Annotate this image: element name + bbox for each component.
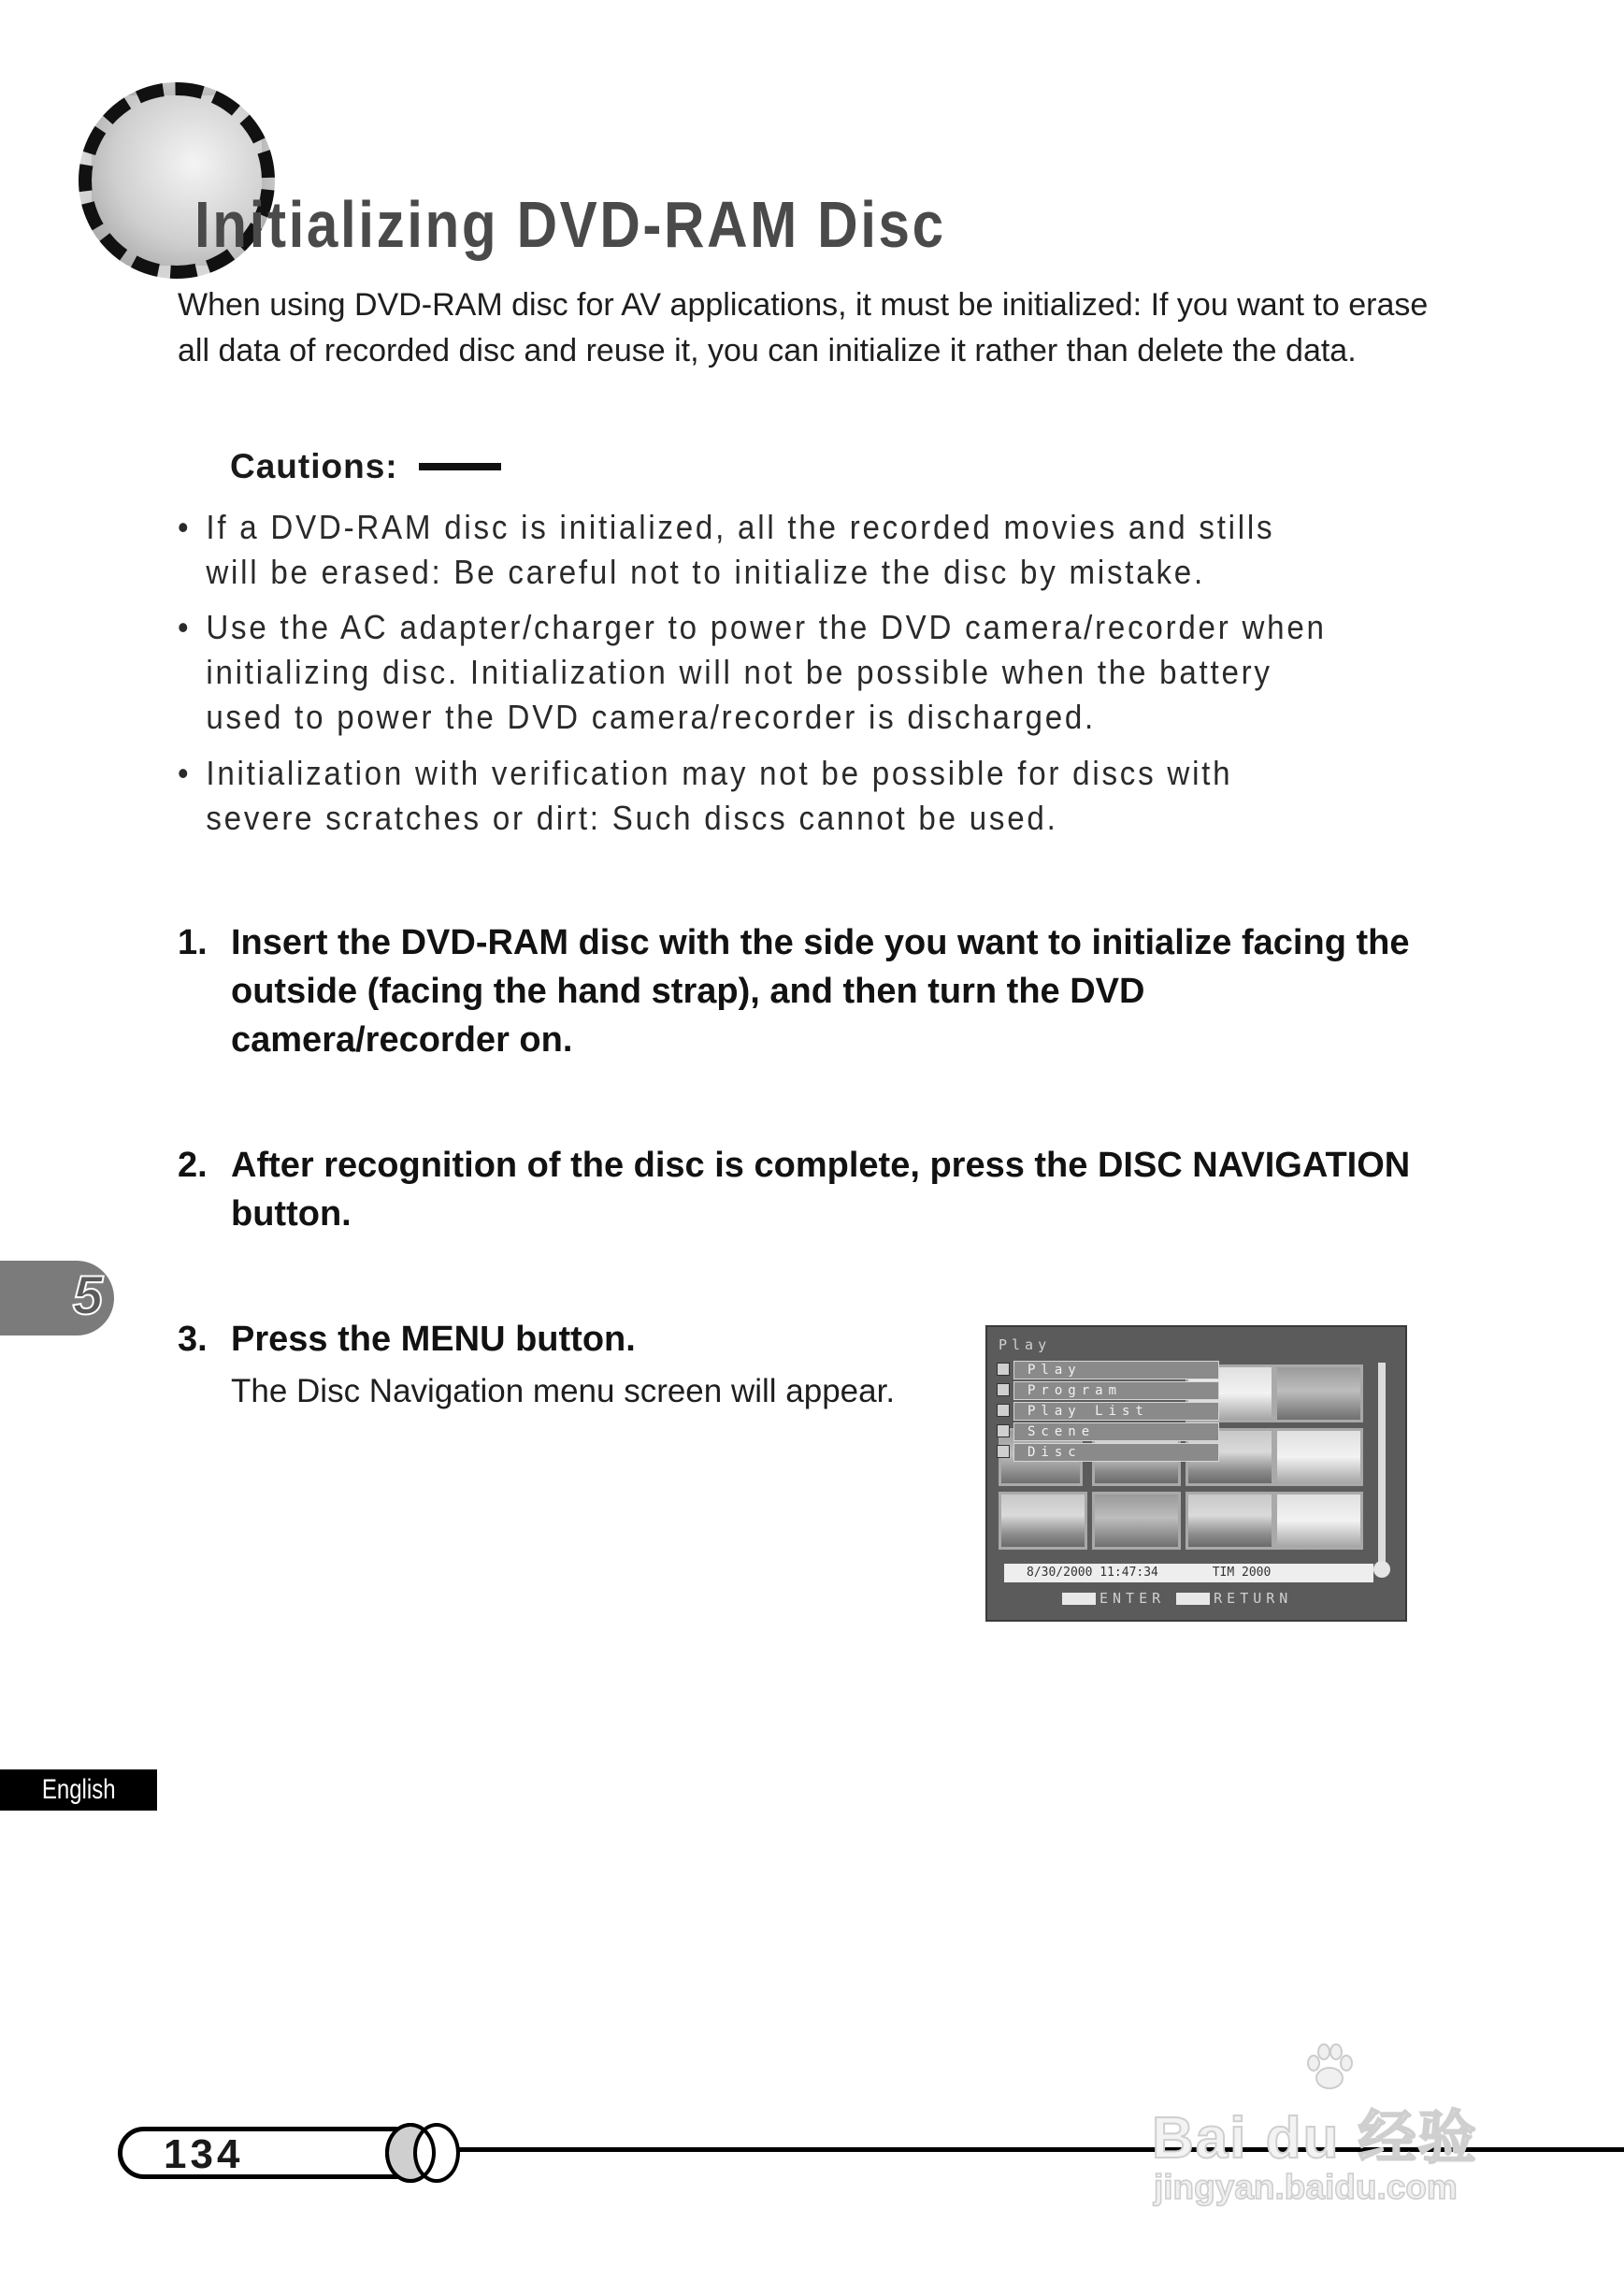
step-3 <box>178 1315 926 1364</box>
caution-item <box>178 505 1334 595</box>
step-3-description: The Disc Navigation menu screen will appear. <box>231 1373 896 1409</box>
caution-text: Use the AC adapter/charger to power the DVD camera/recorder when initializing disc. Initialization will not be possible when the battery used to power the DVD camera/recorder is discharged. <box>206 608 1327 736</box>
play-icon <box>997 1363 1010 1376</box>
menu-item-play-list[interactable]: Play List <box>1013 1402 1219 1421</box>
enter-hint <box>1062 1590 1165 1607</box>
bullet-icon: • <box>178 754 192 792</box>
paw-icon <box>1301 2039 1358 2095</box>
disc-icon <box>997 1445 1010 1458</box>
status-date: 8/30/2000 11:47:34 <box>1027 1566 1158 1580</box>
return-hint <box>1176 1590 1292 1607</box>
screen-header: Play <box>999 1336 1052 1353</box>
step-1 <box>178 918 1412 1064</box>
intro-paragraph: When using DVD-RAM disc for AV applications, it must be initialized: If you want to erase all data of recorded disc and reuse it, you can initialize it rather than delete the data. <box>178 287 1429 368</box>
thumbnail <box>1274 1492 1363 1550</box>
watermark <box>1152 2039 1545 2216</box>
enter-label: ENTER <box>1099 1590 1166 1607</box>
caution-item <box>178 605 1334 740</box>
thumbnail <box>1274 1364 1363 1422</box>
bullet-icon: • <box>178 608 192 646</box>
thumbnail <box>1186 1492 1274 1550</box>
page-title: Initializing DVD-RAM Disc <box>194 188 946 261</box>
status-count: TIM 2000 <box>1212 1566 1272 1580</box>
watermark-brand: Bai du 经验 <box>1152 2106 1478 2171</box>
screen-status-bar <box>1004 1564 1373 1582</box>
step-number: 3. <box>178 1320 208 1359</box>
page-circle-outline-icon <box>385 2123 436 2183</box>
caution-item <box>178 751 1334 841</box>
enter-button-icon <box>1062 1593 1096 1605</box>
screen-scrollbar[interactable] <box>1378 1363 1386 1568</box>
cautions-heading <box>230 447 501 486</box>
chapter-tab <box>0 1261 114 1335</box>
disc-navigation-screen <box>985 1325 1407 1622</box>
thumbnail <box>1092 1492 1181 1550</box>
caution-text: Initialization with verification may not be possible for discs with severe scratches or dirt: Such discs cannot be used. <box>206 754 1233 837</box>
language-tab <box>0 1769 157 1811</box>
step-number: 2. <box>178 1146 208 1185</box>
chapter-number: 5 <box>72 1265 103 1326</box>
program-icon <box>997 1383 1010 1396</box>
step-text: Press the MENU button. <box>231 1320 636 1359</box>
cancel-button-icon <box>1176 1593 1210 1605</box>
scroll-knob-icon <box>1373 1561 1390 1578</box>
menu-item-disc[interactable]: Disc <box>1013 1443 1219 1462</box>
step-text: Insert the DVD-RAM disc with the side you want to initialize facing the outside (facing the hand strap), and then turn the DVD camera/recorder on. <box>231 923 1410 1060</box>
caution-text: If a DVD-RAM disc is initialized, all the recorded movies and stills will be erased: Be careful not to initialize the disc by mistake. <box>206 508 1275 591</box>
step-number: 1. <box>178 923 208 962</box>
step-text: After recognition of the disc is complete, press the DISC NAVIGATION button. <box>231 1146 1411 1234</box>
return-label: RETURN <box>1214 1590 1293 1607</box>
menu-item-program[interactable]: Program <box>1013 1381 1219 1400</box>
thumbnail <box>999 1492 1087 1550</box>
screen-footer <box>1062 1590 1292 1607</box>
watermark-url: jingyan.baidu.com <box>1154 2168 1458 2206</box>
step-2 <box>178 1141 1412 1238</box>
scene-icon <box>997 1424 1010 1437</box>
playlist-icon <box>997 1404 1010 1417</box>
thumbnail <box>1274 1428 1363 1486</box>
cautions-rule <box>419 463 501 470</box>
menu-item-scene[interactable]: Scene <box>1013 1422 1219 1441</box>
page-number: 134 <box>164 2131 244 2177</box>
cautions-heading-label: Cautions: <box>230 447 398 485</box>
language-label: English <box>41 1774 116 1805</box>
bullet-icon: • <box>178 508 192 546</box>
menu-item-play[interactable]: Play <box>1013 1361 1219 1379</box>
